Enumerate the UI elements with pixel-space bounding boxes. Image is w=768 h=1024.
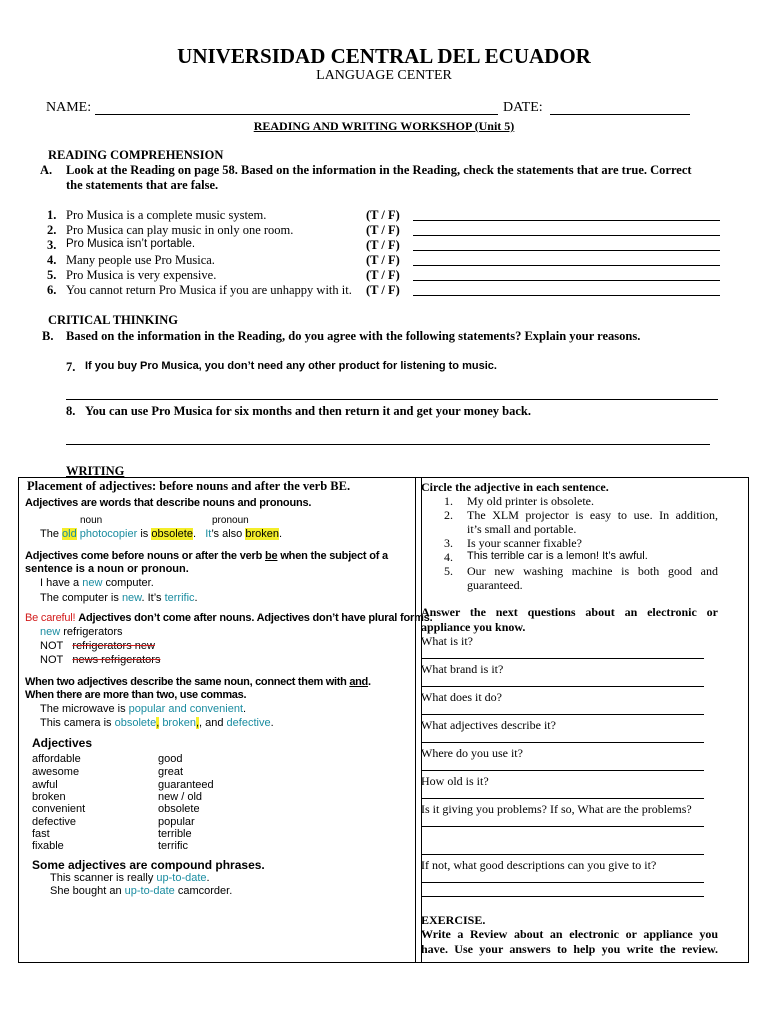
answer-line[interactable] bbox=[421, 714, 704, 715]
example-sentence-2 bbox=[40, 577, 154, 589]
answer-line[interactable] bbox=[421, 658, 704, 659]
name-field[interactable] bbox=[95, 114, 498, 115]
rule-and: and bbox=[349, 676, 368, 688]
adjective-item: fixable bbox=[32, 840, 64, 852]
punct: . bbox=[194, 592, 198, 604]
example-sentence-3 bbox=[40, 592, 198, 604]
true-false-marker[interactable]: (T / F) bbox=[366, 283, 400, 297]
list-item[interactable]: This terrible car is a lemon! It’s awful. bbox=[467, 550, 648, 562]
adjective-item: affordable bbox=[32, 753, 81, 765]
adjective-word: new bbox=[82, 577, 103, 589]
date-label: DATE: bbox=[503, 100, 543, 115]
not-label: NOT bbox=[40, 654, 64, 666]
instruction-b-marker: B. bbox=[42, 329, 54, 343]
correction-line[interactable] bbox=[413, 280, 720, 281]
adjective-item: obsolete bbox=[158, 803, 200, 815]
rule-text: Adjectives come before nouns or after the verb bbox=[25, 550, 263, 562]
adjective-word: defective bbox=[226, 717, 271, 729]
reading-heading: READING COMPREHENSION bbox=[48, 148, 224, 162]
writing-heading: WRITING bbox=[66, 464, 125, 478]
adjective-item: defective bbox=[32, 816, 77, 828]
exercise-text-2: have. Use your answers to help you write the review. bbox=[421, 942, 718, 956]
true-false-marker[interactable]: (T / F) bbox=[366, 253, 400, 267]
adjective-item: popular bbox=[158, 816, 195, 828]
punct: . bbox=[270, 717, 274, 729]
adjective-word: obsolete bbox=[151, 528, 193, 540]
adjective-word: new bbox=[40, 626, 61, 638]
adjective-item: convenient bbox=[32, 803, 86, 815]
adjectives-definition: Adjectives are words that describe nouns and pronouns. bbox=[25, 497, 312, 509]
statement-number: 2. bbox=[47, 223, 57, 237]
adjective-word: terrific bbox=[164, 592, 195, 604]
answer-line[interactable] bbox=[421, 686, 704, 687]
adjective-item: new / old bbox=[158, 791, 203, 803]
list-item[interactable]: guaranteed. bbox=[467, 578, 523, 592]
question: What adjectives describe it? bbox=[421, 718, 556, 732]
instruction-a-line2: the statements that are false. bbox=[66, 178, 219, 192]
example-new-refrigerators bbox=[40, 626, 123, 638]
answer-title: Answer the next questions about an electronic or bbox=[421, 605, 718, 619]
adjective-item: broken bbox=[32, 791, 66, 803]
statement-number: 5. bbox=[47, 268, 57, 282]
true-false-marker[interactable]: (T / F) bbox=[366, 238, 400, 252]
instruction-a-marker: A. bbox=[40, 163, 53, 177]
answer-line[interactable] bbox=[421, 770, 704, 771]
q7-answer-line[interactable] bbox=[66, 399, 718, 400]
statement-text: Pro Musica can play music in only one room. bbox=[66, 223, 294, 237]
wrong-text: news refrigerators bbox=[72, 654, 161, 666]
q7-text: If you buy Pro Musica, you don’t need any other product for listening to music. bbox=[85, 360, 497, 372]
adjective-word: broken bbox=[162, 717, 196, 729]
name-label: NAME: bbox=[46, 100, 92, 115]
answer-line[interactable] bbox=[421, 882, 704, 883]
word: . It’s bbox=[141, 592, 162, 604]
wrong-text: refrigerators new bbox=[72, 640, 155, 652]
list-item[interactable]: Our new washing machine is both good and bbox=[467, 564, 718, 578]
critical-heading: CRITICAL THINKING bbox=[48, 313, 179, 327]
careful-text: Adjectives don’t come after nouns. Adjectives don’t have plural forms. bbox=[78, 612, 433, 624]
list-item[interactable]: Is your scanner fixable? bbox=[467, 536, 582, 550]
noun-label: noun bbox=[80, 515, 103, 526]
question: What brand is it? bbox=[421, 662, 504, 676]
adjective-item: terrific bbox=[158, 840, 188, 852]
adjective-item: awesome bbox=[32, 766, 80, 778]
adjective-item: fast bbox=[32, 828, 50, 840]
careful-label: Be careful! bbox=[25, 612, 76, 624]
answer-line[interactable] bbox=[421, 896, 704, 897]
word: This scanner is really bbox=[50, 872, 154, 884]
punct: . bbox=[367, 676, 371, 688]
wrong-example-2 bbox=[40, 654, 160, 666]
list-number: 3. bbox=[444, 536, 453, 550]
word: ’s also bbox=[211, 528, 243, 540]
statement-number: 3. bbox=[47, 238, 57, 252]
placement-rule bbox=[25, 550, 388, 562]
statement-text: Pro Musica isn’t portable. bbox=[66, 238, 196, 250]
adjective-word: old bbox=[62, 528, 77, 540]
word: , and bbox=[199, 717, 224, 729]
q7-number: 7. bbox=[66, 360, 76, 374]
punct: . bbox=[243, 703, 247, 715]
question: If not, what good descriptions can you give to it? bbox=[421, 858, 657, 872]
wrong-example-1 bbox=[40, 640, 155, 652]
rule-text: when the subject of a bbox=[280, 550, 388, 562]
q8-text: You can use Pro Musica for six months and then return it and get your money back. bbox=[85, 404, 531, 418]
word: refrigerators bbox=[63, 626, 123, 638]
placement-rule-2: sentence is a noun or pronoun. bbox=[25, 563, 189, 575]
q8-number: 8. bbox=[66, 404, 76, 418]
statement-number: 4. bbox=[47, 253, 57, 267]
university-title: UNIVERSIDAD CENTRAL DEL ECUADOR bbox=[177, 44, 591, 68]
answer-title-2: appliance you know. bbox=[421, 620, 526, 634]
left-column-title: Placement of adjectives: before nouns and after the verb BE. bbox=[27, 479, 351, 493]
true-false-marker[interactable]: (T / F) bbox=[366, 223, 400, 237]
language-center: LANGUAGE CENTER bbox=[316, 68, 452, 83]
list-item[interactable]: it’s small and portable. bbox=[467, 522, 577, 536]
answer-line[interactable] bbox=[421, 798, 704, 799]
true-false-marker[interactable]: (T / F) bbox=[366, 268, 400, 282]
adjective-word: up-to-date bbox=[124, 885, 175, 897]
not-label: NOT bbox=[40, 640, 64, 652]
true-false-marker[interactable]: (T / F) bbox=[366, 208, 400, 222]
list-item[interactable]: The XLM projector is easy to use. In addition, bbox=[467, 508, 718, 522]
date-field[interactable] bbox=[550, 114, 690, 115]
list-number: 2. bbox=[444, 508, 453, 522]
adjective-word: up-to-date bbox=[156, 872, 207, 884]
example-sentence-5 bbox=[40, 703, 246, 715]
statement-text: Pro Musica is a complete music system. bbox=[66, 208, 267, 222]
adjective-word: new bbox=[121, 592, 142, 604]
comma: , bbox=[156, 717, 160, 729]
exercise-title: EXERCISE. bbox=[421, 913, 486, 927]
comma: , bbox=[195, 717, 200, 729]
compound-title: Some adjectives are compound phrases. bbox=[32, 858, 265, 872]
word: The computer is bbox=[40, 592, 119, 604]
statement-text: You cannot return Pro Musica if you are unhappy with it. bbox=[66, 283, 352, 297]
adjective-item: terrible bbox=[158, 828, 192, 840]
two-adjectives-rule bbox=[25, 676, 371, 688]
correction-line[interactable] bbox=[413, 250, 720, 251]
correction-line[interactable] bbox=[413, 235, 720, 236]
adjective-item: good bbox=[158, 753, 183, 765]
punct: . bbox=[206, 872, 210, 884]
punct: . bbox=[279, 528, 283, 540]
word: She bought an bbox=[50, 885, 122, 897]
answer-line[interactable] bbox=[421, 742, 704, 743]
rule-be: be bbox=[265, 550, 278, 562]
word: camcorder. bbox=[177, 885, 233, 897]
example-sentence-1 bbox=[40, 528, 282, 540]
word: The bbox=[40, 528, 59, 540]
question: Is it giving you problems? If so, What are the problems? bbox=[421, 802, 692, 816]
statement-number: 6. bbox=[47, 283, 57, 297]
list-number: 1. bbox=[444, 494, 453, 508]
adjective-item: guaranteed bbox=[158, 779, 214, 791]
correction-line[interactable] bbox=[413, 265, 720, 266]
compound-example-2 bbox=[50, 885, 232, 897]
question: What is it? bbox=[421, 634, 473, 648]
rule-text: When two adjectives describe the same noun, connect them with bbox=[25, 676, 347, 688]
noun-word: photocopier bbox=[79, 528, 138, 540]
instruction-a-line1: Look at the Reading on page 58. Based on the information in the Reading, check the statements that are true. Correct bbox=[66, 163, 692, 177]
adjective-word: popular and convenient bbox=[128, 703, 244, 715]
correction-line[interactable] bbox=[413, 220, 720, 221]
question: What does it do? bbox=[421, 690, 502, 704]
exercise-text: Write a Review about an electronic or appliance you bbox=[421, 927, 718, 941]
pronoun-word: It bbox=[205, 528, 212, 540]
word: computer. bbox=[105, 577, 154, 589]
adjective-item: awful bbox=[32, 779, 58, 791]
answer-line[interactable] bbox=[421, 826, 704, 827]
word: The microwave is bbox=[40, 703, 126, 715]
adjective-word: obsolete bbox=[114, 717, 157, 729]
circle-title: Circle the adjective in each sentence. bbox=[421, 480, 609, 494]
question: Where do you use it? bbox=[421, 746, 523, 760]
correction-line[interactable] bbox=[413, 295, 720, 296]
pronoun-label: pronoun bbox=[212, 515, 249, 526]
punct: . bbox=[192, 528, 197, 540]
question: How old is it? bbox=[421, 774, 489, 788]
word: I have a bbox=[40, 577, 80, 589]
adjectives-list-title: Adjectives bbox=[32, 736, 93, 750]
table-divider bbox=[415, 478, 416, 962]
list-item[interactable]: My old printer is obsolete. bbox=[467, 494, 594, 508]
adjective-item: great bbox=[158, 766, 184, 778]
instruction-b: Based on the information in the Reading, do you agree with the following statements? Explain your reasons. bbox=[66, 329, 641, 343]
careful-note bbox=[25, 612, 432, 624]
statement-text: Many people use Pro Musica. bbox=[66, 253, 215, 267]
adjective-word: broken bbox=[245, 528, 279, 540]
list-number: 4. bbox=[444, 550, 453, 564]
statement-text: Pro Musica is very expensive. bbox=[66, 268, 217, 282]
commas-rule: When there are more than two, use commas. bbox=[25, 689, 247, 701]
list-number: 5. bbox=[444, 564, 453, 578]
statement-number: 1. bbox=[47, 208, 57, 222]
word: This camera is bbox=[40, 717, 112, 729]
compound-example-1 bbox=[50, 872, 210, 884]
word: is bbox=[140, 528, 149, 540]
example-sentence-6 bbox=[40, 717, 274, 729]
answer-line[interactable] bbox=[421, 854, 704, 855]
workshop-title: READING AND WRITING WORKSHOP (Unit 5) bbox=[253, 119, 515, 133]
q8-answer-line[interactable] bbox=[66, 444, 710, 445]
